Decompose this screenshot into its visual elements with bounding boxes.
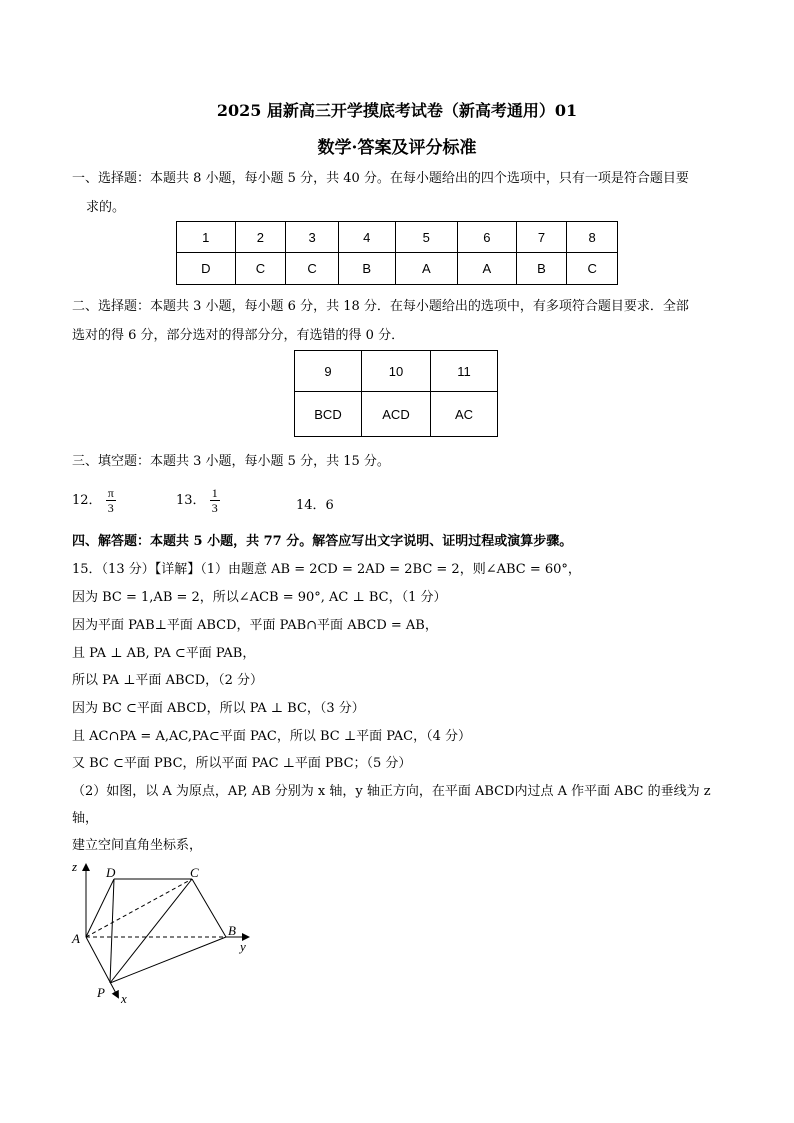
q13-numerator: 1 [211,486,218,500]
solution-line: （2）如图，以 A 为原点，AP, AB 分别为 x 轴，y 轴正方向，在平面 ABCD内过点 A 作平面 ABC 的垂线为 z [72,784,711,799]
table-cell: BCD [295,392,362,437]
coordinate-figure [66,855,266,1010]
label-B: B [228,923,236,938]
table-cell: 1 [177,222,236,253]
table-cell: AC [431,392,498,437]
section1-heading-line1: 一、选择题：本题共 8 小题，每小题 5 分，共 40 分。在每小题给出的四个选项中，只有一项是符合题目要 [72,171,689,186]
solution-line: 又 BC ⊂平面 PBC，所以平面 PAC ⊥平面 PBC；（5 分） [72,756,412,771]
solution-line: 因为 BC = 1,AB = 2，所以∠ACB = 90°, AC ⊥ BC，（1 分） [72,590,447,605]
segment-AD [86,879,114,937]
solution-line: 所以 PA ⊥平面 ABCD，（2 分） [72,673,264,688]
table-cell: C [567,253,618,285]
q12-label: 12． [72,493,102,508]
table-cell: 8 [567,222,618,253]
answer-q12 [72,486,116,515]
table-cell: 11 [431,351,498,392]
solution-line: 且 AC∩PA = A,AC,PA⊂平面 PAC，所以 BC ⊥平面 PAC，（4 分） [72,729,471,744]
segment-CB [192,879,226,937]
solution-line: 因为平面 PAB⊥平面 ABCD，平面 PAB∩平面 ABCD = AB， [72,618,438,633]
table-cell: 2 [235,222,286,253]
q12-denominator: 3 [107,501,114,515]
table-cell: C [286,253,339,285]
section2-heading-line2: 选对的得 6 分，部分选对的得部分分，有选错的得 0 分． [72,328,405,343]
q12-numerator: π [107,486,114,500]
label-C: C [190,865,199,880]
table-cell: 6 [458,222,517,253]
table-cell: ACD [362,392,431,437]
section4-heading: 四、解答题：本题共 5 小题，共 77 分。解答应写出文字说明、证明过程或演算步骤。 [72,534,573,549]
section1-answer-table [176,221,618,285]
segment-AC [86,879,192,937]
solution-line: 建立空间直角坐标系， [72,838,203,853]
label-z: z [72,859,78,874]
table-cell: D [177,253,236,285]
table-cell: 10 [362,351,431,392]
table-cell: A [458,253,517,285]
table-cell: B [516,253,567,285]
table-cell: B [338,253,395,285]
section3-heading: 三、填空题：本题共 3 小题，每小题 5 分，共 15 分。 [72,454,390,469]
page-subtitle: 数学·答案及评分标准 [317,138,477,158]
q13-fraction [210,486,220,515]
label-D: D [106,865,116,880]
page-title: 2025 届新高三开学摸底考试卷（新高考通用）01 [216,101,578,120]
q13-denominator: 3 [211,501,218,515]
section2-heading-line1: 二、选择题：本题共 3 小题，每小题 6 分，共 18 分．在每小题给出的选项中，有多项符合题目要求．全部 [72,299,689,314]
q13-label: 13． [176,493,206,508]
table-cell: 4 [338,222,395,253]
section2-answer-table [294,350,498,437]
q12-fraction [106,486,116,515]
label-P: P [97,985,105,1000]
segment-PC [110,879,192,983]
label-y: y [240,939,246,954]
table-cell: 5 [395,222,458,253]
solution-line: 轴， [72,811,99,826]
solution-line: 且 PA ⊥ AB, PA ⊂平面 PAB， [72,646,256,661]
table-cell: 3 [286,222,339,253]
segment-PD [110,879,114,983]
label-x: x [121,991,127,1006]
table-cell: A [395,253,458,285]
solution-line: 15．（13 分）【详解】（1）由题意 AB = 2CD = 2AD = 2BC = 2，则∠ABC = 60°， [72,562,581,577]
table-cell: 9 [295,351,362,392]
answer-q13 [176,486,220,515]
label-A: A [72,931,80,946]
section1-heading-line2: 求的。 [86,200,126,215]
table-cell: 7 [516,222,567,253]
answer-q14: 14．6 [296,498,334,513]
segment-PB [110,937,226,983]
table-cell: C [235,253,286,285]
solution-line: 因为 BC ⊂平面 ABCD，所以 PA ⊥ BC，（3 分） [72,701,365,716]
